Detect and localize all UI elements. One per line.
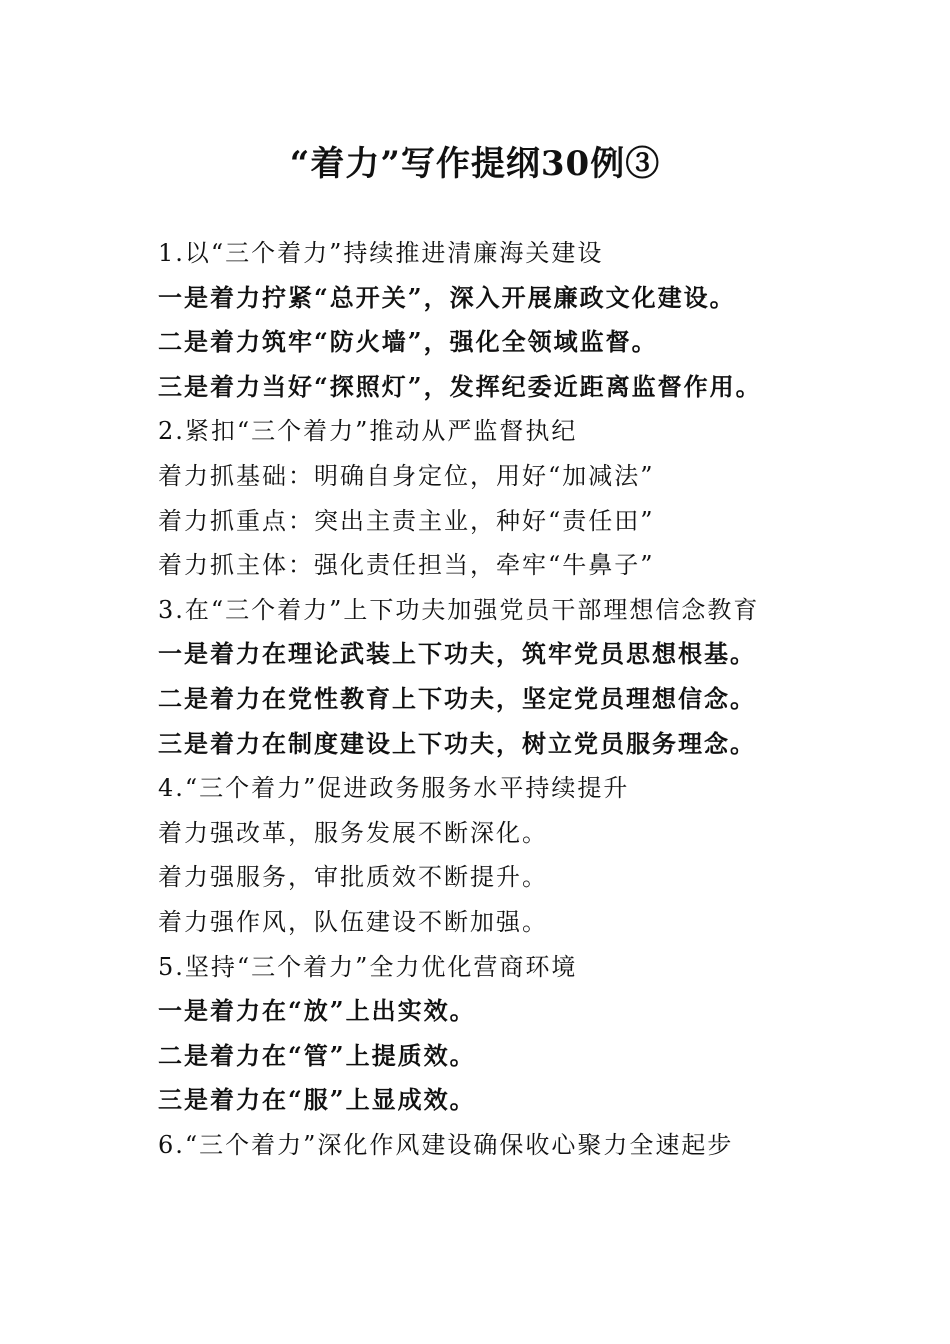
section-heading: 5.坚持“三个着力”全力优化营商环境 bbox=[158, 952, 578, 981]
document-body bbox=[158, 236, 918, 1172]
section-heading: 4.“三个着力”促进政务服务水平持续提升 bbox=[158, 774, 630, 803]
outline-item: 三是着力当好“探照灯”，发挥纪委近距离监督作用。 bbox=[158, 371, 762, 401]
outline-item: 二是着力筑牢“防火墙”，强化全领域监督。 bbox=[158, 327, 658, 357]
outline-item: 着力强作风，队伍建设不断加强。 bbox=[158, 907, 548, 936]
section-heading: 2.紧扣“三个着力”推动从严监督执纪 bbox=[158, 417, 578, 446]
section-heading: 6.“三个着力”深化作风建设确保收心聚力全速起步 bbox=[158, 1130, 734, 1159]
outline-item: 着力强改革，服务发展不断深化。 bbox=[158, 818, 548, 847]
outline-item: 一是着力拧紧“总开关”，深入开展廉政文化建设。 bbox=[158, 282, 736, 312]
outline-item: 一是着力在理论武装上下功夫，筑牢党员思想根基。 bbox=[158, 639, 756, 669]
document-title: “着力”写作提纲30例③ bbox=[289, 144, 661, 184]
section-heading: 3.在“三个着力”上下功夫加强党员干部理想信念教育 bbox=[158, 595, 760, 624]
outline-item: 着力抓主体：强化责任担当，牵牢“牛鼻子” bbox=[158, 551, 655, 580]
section-heading: 1.以“三个着力”持续推进清廉海关建设 bbox=[158, 239, 604, 267]
outline-item: 二是着力在“管”上提质效。 bbox=[158, 1040, 476, 1070]
outline-item: 二是着力在党性教育上下功夫，坚定党员理想信念。 bbox=[158, 683, 756, 713]
outline-item: 三是着力在制度建设上下功夫，树立党员服务理念。 bbox=[158, 728, 756, 758]
outline-item: 一是着力在“放”上出实效。 bbox=[158, 996, 476, 1026]
outline-item: 着力强服务，审批质效不断提升。 bbox=[158, 863, 548, 892]
outline-item: 着力抓重点：突出主责主业，种好“责任田” bbox=[158, 506, 655, 535]
outline-item: 着力抓基础：明确自身定位，用好“加减法” bbox=[158, 461, 655, 490]
outline-item: 三是着力在“服”上显成效。 bbox=[158, 1085, 476, 1115]
